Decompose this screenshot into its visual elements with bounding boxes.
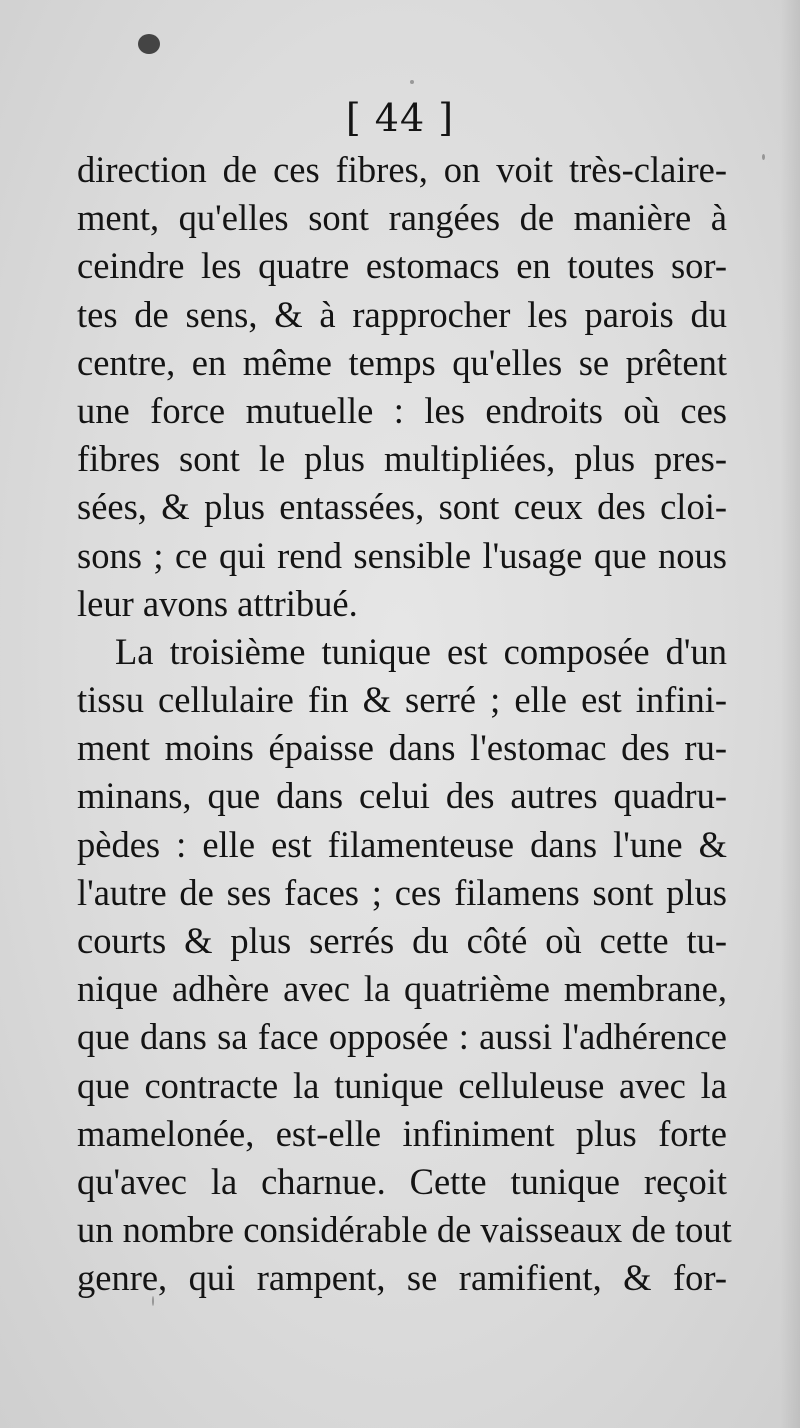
paper-speck [762, 154, 765, 160]
text-line: courts & plus serrés du côté où cette tu- [77, 920, 727, 961]
text-line: nique adhère avec la quatrième membrane, [77, 968, 727, 1010]
text-line: ceindre les quatre estomacs en toutes sor- [77, 245, 727, 287]
text-line: minans, que dans celui des autres quadru- [77, 775, 727, 817]
text-line: une force mutuelle : les endroits où ces [77, 389, 727, 431]
paragraph-first-line: La troisième tunique est composée d'un [115, 630, 727, 672]
text-line: pèdes : elle est filamenteuse dans l'une & [77, 823, 727, 865]
text-line: mamelonée, est-elle infiniment plus forte [77, 1112, 727, 1154]
text-line: ment moins épaisse dans l'estomac des ru- [77, 727, 727, 769]
page-number: [ 44 ] [345, 96, 455, 140]
text-line: tes de sens, & à rapprocher les parois du [77, 293, 727, 335]
paper-speck [410, 80, 414, 84]
ink-blot [138, 34, 160, 54]
text-line: tissu cellulaire fin & serré ; elle est infini- [77, 679, 727, 721]
text-line: que contracte la tunique celluleuse avec la [77, 1064, 727, 1106]
text-line: centre, en même temps qu'elles se prêtent [77, 341, 727, 383]
text-line: ment, qu'elles sont rangées de manière à [77, 197, 727, 239]
page-edge-shadow [780, 0, 800, 1428]
text-line: genre, qui rampent, se ramifient, & for- [77, 1257, 727, 1299]
text-line: un nombre considérable de vaisseaux de tout [77, 1209, 732, 1251]
text-line: sées, & plus entassées, sont ceux des cloi- [77, 486, 727, 528]
text-line: direction de ces fibres, on voit très-claire- [77, 149, 727, 190]
text-line: l'autre de ses faces ; ces filamens sont plus [77, 871, 727, 913]
text-line: qu'avec la charnue. Cette tunique reçoit [77, 1160, 727, 1202]
text-line: sons ; ce qui rend sensible l'usage que nous [77, 534, 727, 576]
body-text [77, 146, 732, 1303]
text-line: fibres sont le plus multipliées, plus pres- [77, 438, 727, 480]
text-line: que dans sa face opposée : aussi l'adhérence [77, 1016, 727, 1058]
text-line: leur avons attribué. [77, 582, 358, 624]
